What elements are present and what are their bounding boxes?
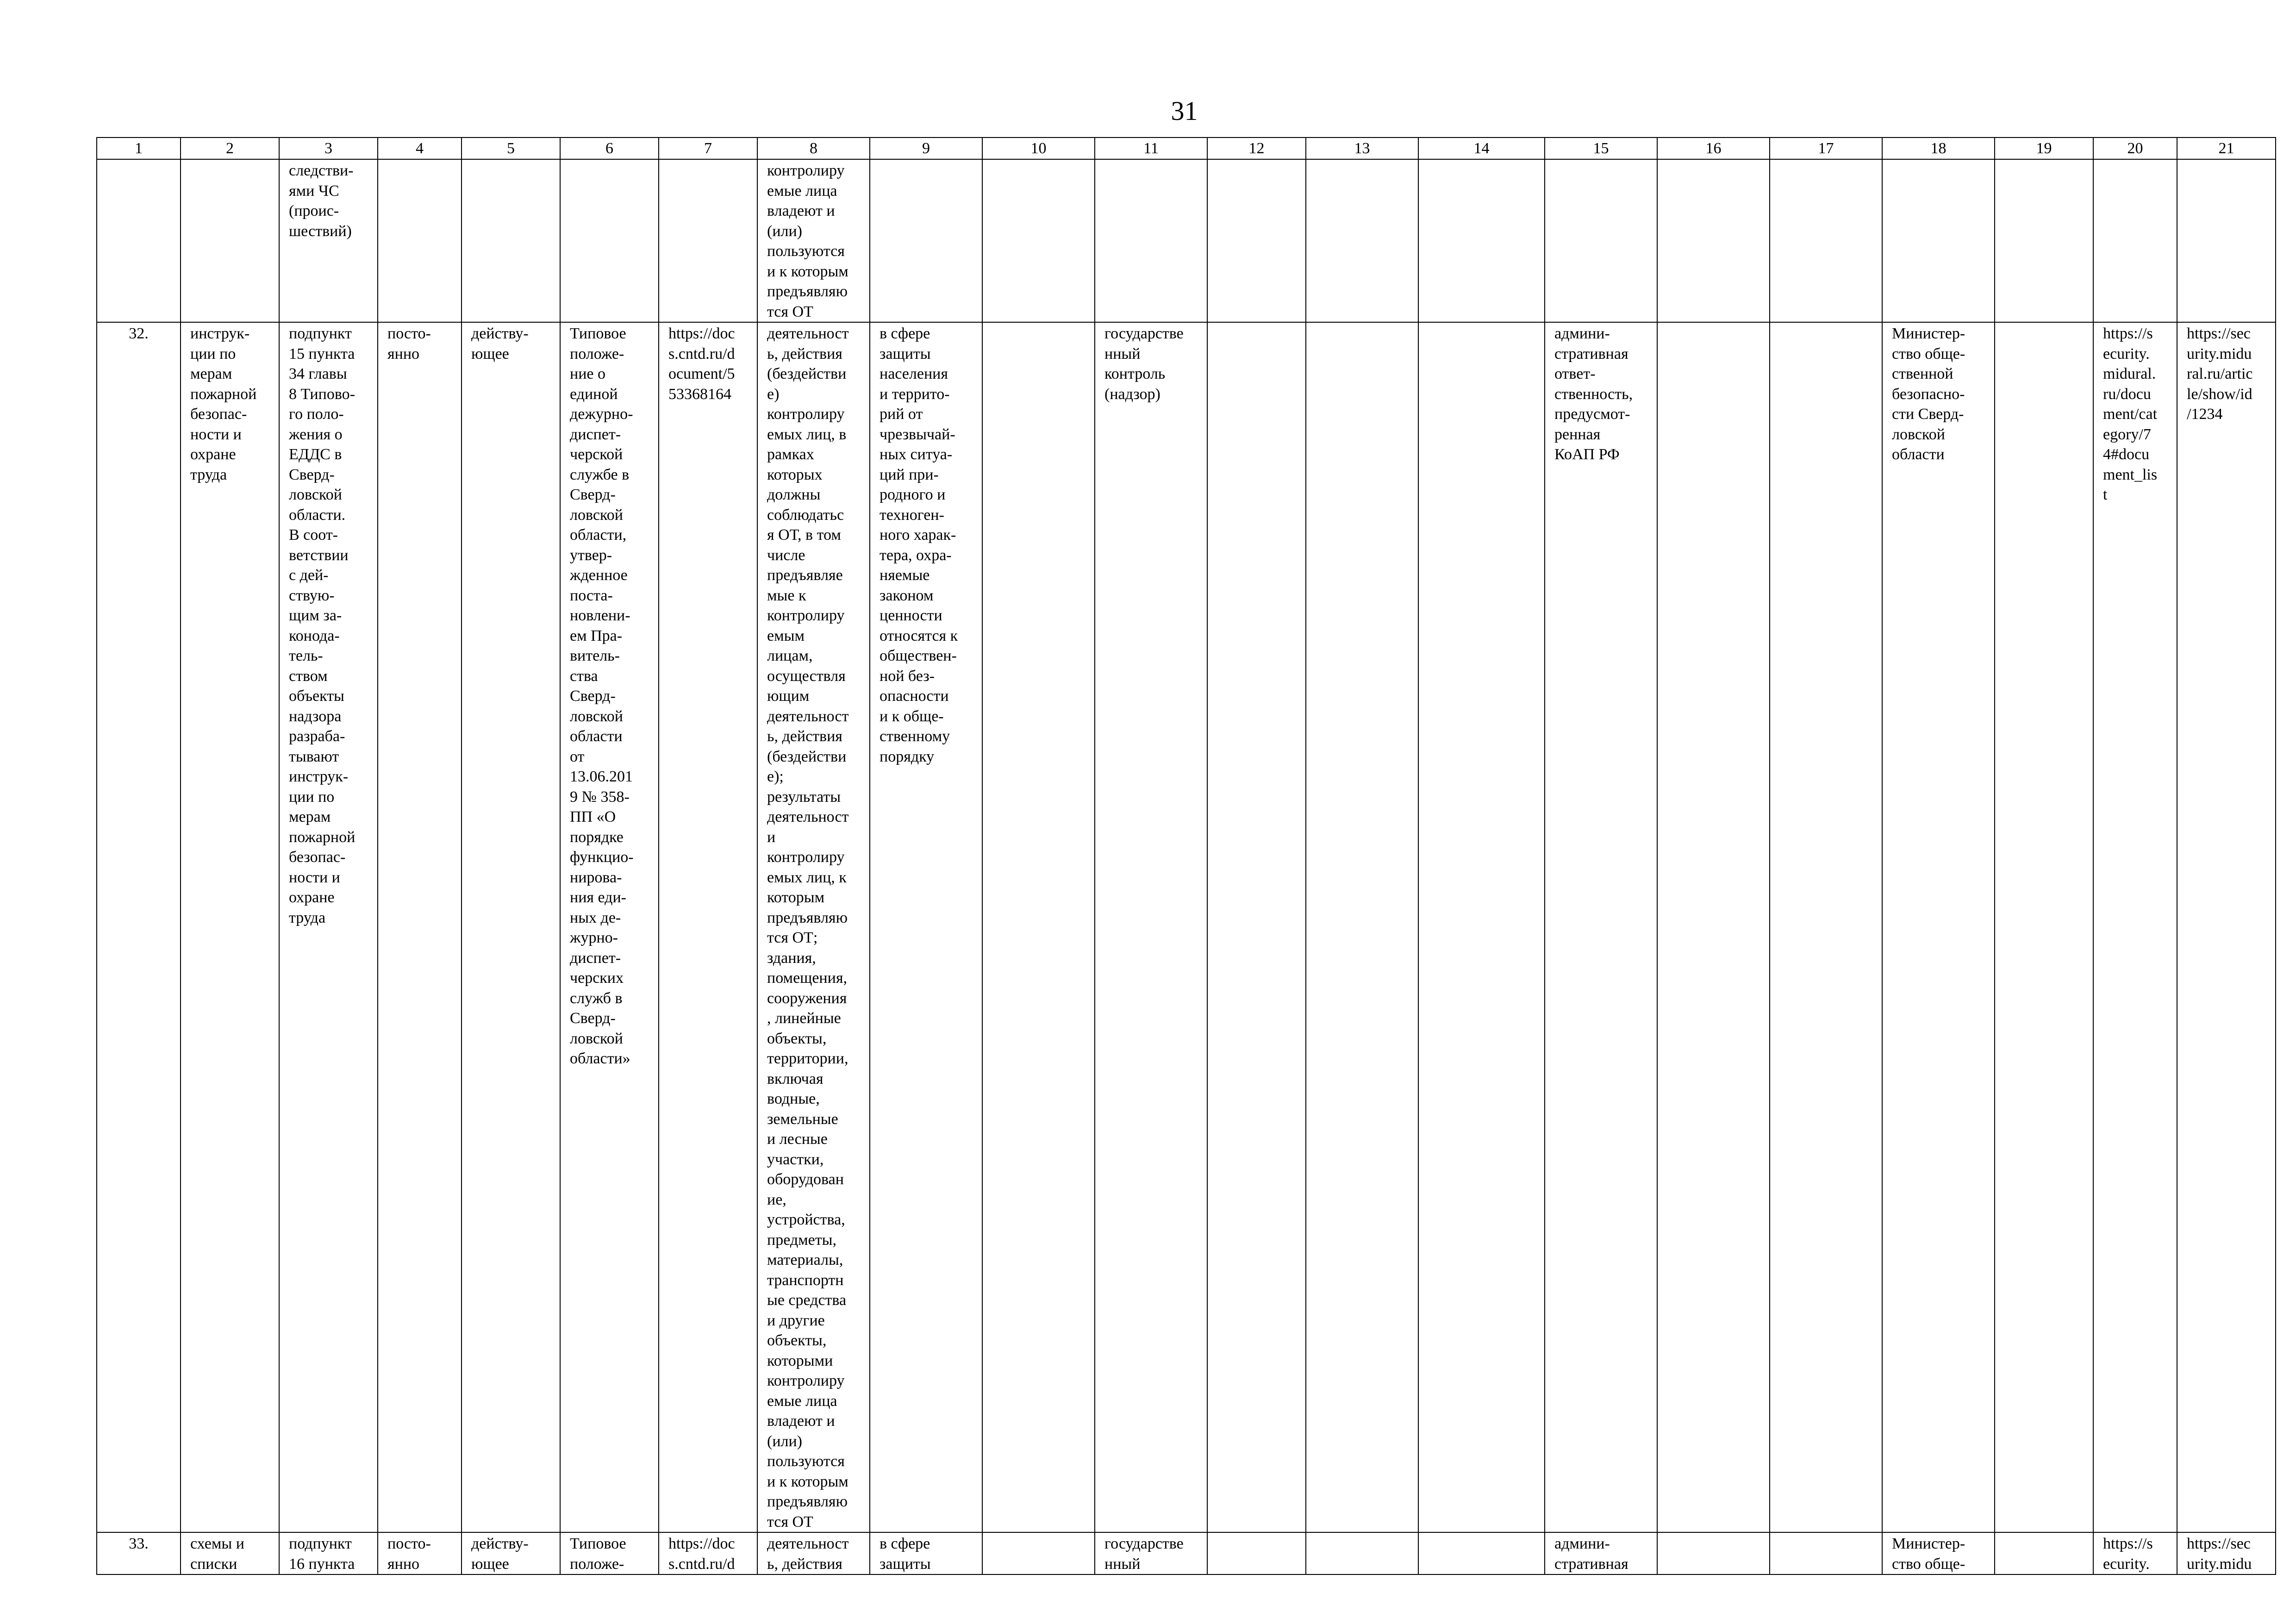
table-cell-col-7: https://doc s.cntd.ru/d [659, 1532, 757, 1574]
table-cell-col-11: государстве нный контроль (надзор) [1095, 322, 1207, 1532]
table-row-continued [97, 159, 2276, 322]
table-cell-col-13 [1306, 322, 1418, 1532]
table-cell-col-10 [982, 322, 1095, 1532]
table-cell-col-21: https://sec urity.midu ral.ru/artic le/show/id /1234 [2177, 322, 2276, 1532]
table-cell-col-10 [982, 159, 1095, 322]
table-cell-col-7: https://doc s.cntd.ru/d ocument/5 53368164 [659, 322, 757, 1532]
table-cell-col-2 [181, 159, 279, 322]
table-cell-col-17 [1770, 322, 1882, 1532]
column-number: 4 [378, 137, 462, 159]
table-cell-col-3: следстви- ями ЧС (проис- шествий) [279, 159, 378, 322]
table-cell-col-20: https://s ecurity. midural. ru/docu ment/cat egory/7 4#docu ment_lis t [2093, 322, 2177, 1532]
table-cell-col-16 [1657, 159, 1770, 322]
table-cell-col-14 [1418, 159, 1545, 322]
column-number: 7 [659, 137, 757, 159]
table-row-32 [97, 322, 2276, 1532]
table-cell-col-5: действу- ющее [462, 1532, 560, 1574]
table-cell-col-20 [2093, 159, 2177, 322]
column-number: 14 [1418, 137, 1545, 159]
column-number: 16 [1657, 137, 1770, 159]
column-number: 21 [2177, 137, 2276, 159]
table-cell-col-2: инструк- ции по мерам пожарной безопас- ности и охране труда [181, 322, 279, 1532]
table-cell-col-20: https://s ecurity. [2093, 1532, 2177, 1574]
table-cell-col-1 [97, 159, 181, 322]
table-cell-col-8: деятельност ь, действия (бездействи е) контролиру емых лиц, в рамках которых должны соблюдатьс я ОТ, в том числе предъявляе мые к контролиру емым лицам, осуществля ющим деятельност ь, действия (бездействи е); результаты деятельност и контролиру емых лиц, к которым предъявляю тся ОТ; здания, помещения, сооружения , линейные объекты, территории, включая водные, земельные и лесные участки, оборудован ие, устройства, предметы, материалы, транспортн ые средства и другие объекты, которыми контролиру емые лица владеют и (или) пользуются и к которым предъявляю тся ОТ [757, 322, 870, 1532]
registry-table [96, 137, 2276, 1575]
table-cell-col-9 [870, 159, 982, 322]
column-number-header-row [97, 137, 2276, 159]
table-cell-col-16 [1657, 322, 1770, 1532]
table-cell-col-21: https://sec urity.midu [2177, 1532, 2276, 1574]
column-number: 1 [97, 137, 181, 159]
column-number: 20 [2093, 137, 2177, 159]
column-number: 19 [1995, 137, 2093, 159]
table-cell-col-15: админи- стративная ответ- ственность, предусмот- ренная КоАП РФ [1545, 322, 1657, 1532]
table-cell-col-4 [378, 159, 462, 322]
table-cell-col-11 [1095, 159, 1207, 322]
table-cell-col-16 [1657, 1532, 1770, 1574]
table-cell-col-21 [2177, 159, 2276, 322]
table-cell-col-17 [1770, 1532, 1882, 1574]
page-number: 31 [1171, 96, 1198, 126]
column-number: 9 [870, 137, 982, 159]
table-cell-col-18: Министер- ство обще- [1882, 1532, 1995, 1574]
table-cell-col-11: государстве нный [1095, 1532, 1207, 1574]
table-cell-col-3: подпункт 15 пункта 34 главы 8 Типово- го поло- жения о ЕДДС в Сверд- ловской области. В соот- ветствии с дей- ствую- щим за- конода- тель- ством объекты надзора разраба- тывают инструк- ции по мерам пожарной безопас- ности и охране труда [279, 322, 378, 1532]
table-cell-col-4: посто- янно [378, 1532, 462, 1574]
table-cell-col-12 [1207, 322, 1306, 1532]
table-cell-col-13 [1306, 1532, 1418, 1574]
table-cell-col-15: админи- стративная [1545, 1532, 1657, 1574]
column-number: 3 [279, 137, 378, 159]
table-cell-col-15 [1545, 159, 1657, 322]
table-cell-col-1: 32. [97, 322, 181, 1532]
column-number: 18 [1882, 137, 1995, 159]
table-cell-col-19 [1995, 159, 2093, 322]
table-cell-col-8: деятельност ь, действия [757, 1532, 870, 1574]
table-cell-col-6: Типовое положе- [560, 1532, 659, 1574]
column-number: 11 [1095, 137, 1207, 159]
table-cell-col-2: схемы и списки [181, 1532, 279, 1574]
table-cell-col-19 [1995, 322, 2093, 1532]
column-number: 10 [982, 137, 1095, 159]
table-row-33 [97, 1532, 2276, 1574]
table-cell-col-6 [560, 159, 659, 322]
column-number: 5 [462, 137, 560, 159]
table-cell-col-17 [1770, 159, 1882, 322]
table-cell-col-18 [1882, 159, 1995, 322]
table-cell-col-8: контролиру емые лица владеют и (или) пользуются и к которым предъявляю тся ОТ [757, 159, 870, 322]
table-cell-col-7 [659, 159, 757, 322]
column-number: 8 [757, 137, 870, 159]
table-cell-col-14 [1418, 1532, 1545, 1574]
table-cell-col-13 [1306, 159, 1418, 322]
column-number: 6 [560, 137, 659, 159]
table-cell-col-18: Министер- ство обще- ственной безопасно- сти Сверд- ловской области [1882, 322, 1995, 1532]
table-cell-col-12 [1207, 1532, 1306, 1574]
table-cell-col-9: в сфере защиты [870, 1532, 982, 1574]
column-number: 15 [1545, 137, 1657, 159]
column-number: 12 [1207, 137, 1306, 159]
table-cell-col-1: 33. [97, 1532, 181, 1574]
table-cell-col-5 [462, 159, 560, 322]
table-cell-col-14 [1418, 322, 1545, 1532]
column-number: 2 [181, 137, 279, 159]
table-cell-col-9: в сфере защиты населения и террито- рий от чрезвычай- ных ситуа- ций при- родного и техноген- ного харак- тера, охра- няемые законом ценности относятся к обществен- ной без- опасности и к обще- ственному порядку [870, 322, 982, 1532]
table-cell-col-5: действу- ющее [462, 322, 560, 1532]
table-cell-col-4: посто- янно [378, 322, 462, 1532]
table-cell-col-6: Типовое положе- ние о единой дежурно- диспет- черской службе в Сверд- ловской области, утвер- жденное поста- новлени- ем Пра- витель- ства Сверд- ловской области от 13.06.201 9 № 358- ПП «О порядке функцио- нирова- ния еди- ных де- журно- диспет- черских служб в Сверд- ловской области» [560, 322, 659, 1532]
table-cell-col-19 [1995, 1532, 2093, 1574]
table-cell-col-10 [982, 1532, 1095, 1574]
column-number: 13 [1306, 137, 1418, 159]
table-cell-col-3: подпункт 16 пункта [279, 1532, 378, 1574]
column-number: 17 [1770, 137, 1882, 159]
table-cell-col-12 [1207, 159, 1306, 322]
